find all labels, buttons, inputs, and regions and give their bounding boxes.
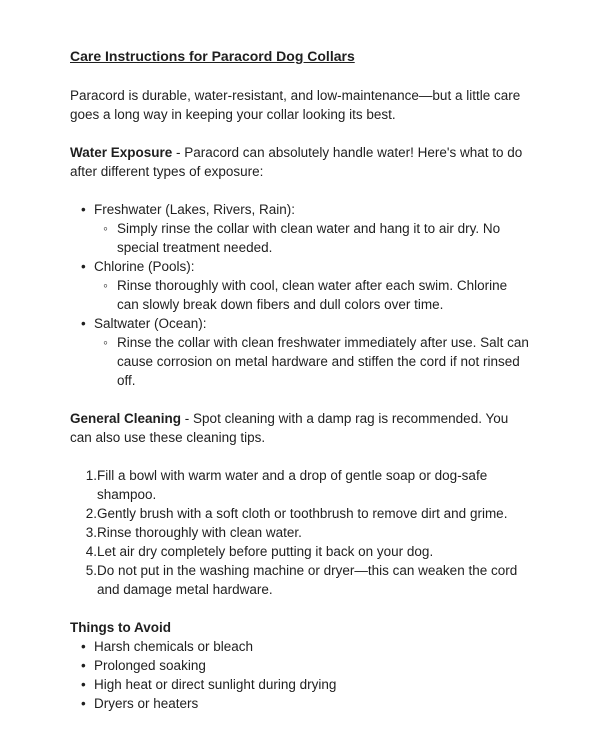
sub-list [94, 333, 530, 390]
sub-list-item [103, 219, 530, 257]
step-number: 3. [85, 525, 97, 540]
sub-list-item [103, 276, 530, 314]
numbered-list-item [85, 504, 530, 523]
sub-list-item-text: Rinse thoroughly with cool, clean water after each swim. Chlorine can slowly break down fibers and dull colors over time. [117, 278, 508, 312]
list-item [81, 200, 530, 257]
bullet-marker: • [81, 658, 86, 673]
list-item-text: Prolonged soaking [94, 658, 206, 673]
step-number: 1. [85, 468, 97, 483]
numbered-list-item [85, 466, 530, 504]
step-text: Do not put in the washing machine or dryer—this can weaken the cord and damage metal hardware. [97, 563, 518, 597]
step-number: 5. [85, 563, 97, 578]
bullet-marker: • [81, 696, 86, 711]
list-item [81, 694, 530, 713]
step-number: 4. [85, 544, 97, 559]
circle-marker: ◦ [103, 221, 108, 236]
numbered-list-item [85, 523, 530, 542]
list-item [81, 656, 530, 675]
bullet-marker: • [81, 259, 86, 274]
step-text: Let air dry completely before putting it back on your dog. [97, 544, 434, 559]
sub-list-item-text: Rinse the collar with clean freshwater immediately after use. Salt can cause corrosion on metal hardware and stiffen the cord if not rinsed off. [117, 335, 529, 388]
things-to-avoid-heading: Things to Avoid [70, 620, 171, 635]
step-text: Rinse thoroughly with clean water. [97, 525, 302, 540]
list-item-text: High heat or direct sunlight during drying [94, 677, 337, 692]
sub-list-item-text: Simply rinse the collar with clean water and hang it to air dry. No special treatment needed. [117, 221, 501, 255]
bullet-marker: • [81, 639, 86, 654]
list-item [81, 637, 530, 656]
water-exposure-list [70, 200, 530, 390]
step-text: Fill a bowl with warm water and a drop of gentle soap or dog-safe shampoo. [97, 468, 488, 502]
general-cleaning-heading: General Cleaning [70, 411, 182, 426]
list-item-label: Chlorine (Pools): [94, 259, 195, 274]
water-exposure-text: - Paracord can absolutely handle water! Here's what to do after different types of exposure: [70, 145, 523, 179]
water-exposure-paragraph [70, 143, 530, 181]
step-text: Gently brush with a soft cloth or toothbrush to remove dirt and grime. [97, 506, 508, 521]
numbered-list-item [85, 561, 530, 599]
list-item-text: Dryers or heaters [94, 696, 199, 711]
list-item-label: Freshwater (Lakes, Rivers, Rain): [94, 202, 296, 217]
list-item [81, 314, 530, 390]
list-item [81, 257, 530, 314]
general-cleaning-text: - Spot cleaning with a damp rag is recommended. You can also use these cleaning tips. [70, 411, 509, 445]
water-exposure-heading: Water Exposure [70, 145, 173, 160]
step-number: 2. [85, 506, 97, 521]
sub-list [94, 276, 530, 314]
bullet-marker: • [81, 677, 86, 692]
intro-paragraph: Paracord is durable, water-resistant, and low-maintenance—but a little care goes a long way in keeping your collar looking its best. [70, 88, 521, 122]
general-cleaning-paragraph [70, 409, 530, 447]
sub-list-item [103, 333, 530, 390]
document-title: Care Instructions for Paracord Dog Collars [70, 48, 355, 64]
bullet-marker: • [81, 202, 86, 217]
list-item-label: Saltwater (Ocean): [94, 316, 207, 331]
sub-list [94, 219, 530, 257]
cleaning-steps-list [70, 466, 530, 599]
circle-marker: ◦ [103, 335, 108, 350]
circle-marker: ◦ [103, 278, 108, 293]
list-item-text: Harsh chemicals or bleach [94, 639, 254, 654]
list-item [81, 675, 530, 694]
bullet-marker: • [81, 316, 86, 331]
numbered-list-item [85, 542, 530, 561]
things-to-avoid-list [70, 637, 530, 713]
